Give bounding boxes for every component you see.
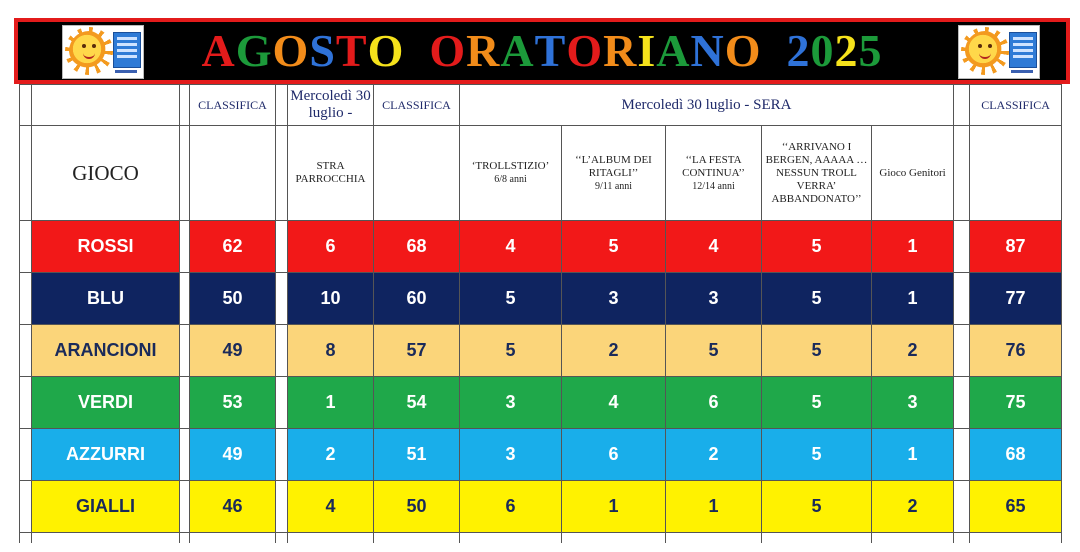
- score-cell: 1: [666, 481, 762, 533]
- score-cell-total: 76: [970, 325, 1062, 377]
- score-cell: 2: [872, 325, 954, 377]
- title-letter: 2: [834, 25, 859, 76]
- score-cell: 1: [872, 221, 954, 273]
- header-game-festa: ‘‘LA FESTA CONTINUA’’ 12/14 anni: [666, 126, 762, 221]
- title-letter: 2: [786, 25, 811, 76]
- score-cell: 60: [374, 273, 460, 325]
- score-cell: 46: [190, 481, 276, 533]
- team-name: AZZURRI: [32, 429, 180, 481]
- team-name: BLU: [32, 273, 180, 325]
- team-row-azzurri: [20, 429, 1062, 481]
- header-game-genitori: Gioco Genitori: [872, 126, 954, 221]
- title-letter: O: [272, 25, 310, 76]
- score-cell: 3: [562, 273, 666, 325]
- header-game-album: ‘‘L’ALBUM DEI RITAGLI’’ 9/11 anni: [562, 126, 666, 221]
- score-cell: 3: [460, 377, 562, 429]
- score-cell: 2: [562, 325, 666, 377]
- score-cell: 4: [288, 481, 374, 533]
- title-banner: [14, 18, 1070, 84]
- score-cell: 68: [374, 221, 460, 273]
- score-cell: 2: [288, 429, 374, 481]
- score-cell: 10: [288, 273, 374, 325]
- title-letter: I: [637, 25, 657, 76]
- score-cell: 1: [872, 273, 954, 325]
- score-cell: 2: [872, 481, 954, 533]
- score-cell: 5: [762, 325, 872, 377]
- title-letter: [404, 22, 429, 80]
- score-cell: 1: [872, 429, 954, 481]
- team-name: GIALLI: [32, 481, 180, 533]
- score-cell: 3: [872, 377, 954, 429]
- title-letter: S: [309, 25, 336, 76]
- score-cell: 5: [762, 221, 872, 273]
- score-cell: 5: [562, 221, 666, 273]
- title-letter: A: [656, 25, 691, 76]
- score-cell: 1: [562, 481, 666, 533]
- poster-icon: [1009, 32, 1037, 68]
- score-cell: 57: [374, 325, 460, 377]
- score-cell: 54: [374, 377, 460, 429]
- score-cell: 50: [374, 481, 460, 533]
- score-table: [19, 84, 1062, 543]
- team-name: ROSSI: [32, 221, 180, 273]
- score-cell: 53: [190, 377, 276, 429]
- score-cell: 3: [460, 429, 562, 481]
- header-evening: Mercoledì 30 luglio - SERA: [460, 85, 954, 126]
- header-classifica: CLASSIFICA: [374, 85, 460, 126]
- score-cell: 49: [190, 429, 276, 481]
- title-letter: O: [724, 25, 762, 76]
- scoreboard: [19, 84, 1061, 543]
- header-classifica: CLASSIFICA: [970, 85, 1062, 126]
- header-row-games: [20, 126, 1062, 221]
- score-cell: 50: [190, 273, 276, 325]
- header-day: Mercoledì 30 luglio -: [288, 85, 374, 126]
- score-cell: 5: [460, 325, 562, 377]
- title-letter: N: [690, 25, 725, 76]
- team-row-gialli: [20, 481, 1062, 533]
- title-letter: 0: [810, 25, 835, 76]
- score-cell: 3: [666, 273, 762, 325]
- score-cell: 5: [762, 429, 872, 481]
- score-cell: 5: [762, 273, 872, 325]
- header-row-top: [20, 85, 1062, 126]
- title-letter: R: [603, 25, 638, 76]
- logo-right: [958, 25, 1040, 79]
- title-letter: A: [201, 25, 236, 76]
- score-cell: 5: [666, 325, 762, 377]
- header-game-stra: STRA PARROCCHIA: [288, 126, 374, 221]
- page-title: [128, 22, 956, 80]
- score-cell: 6: [460, 481, 562, 533]
- score-cell: 5: [762, 377, 872, 429]
- score-cell: 62: [190, 221, 276, 273]
- score-cell: 2: [666, 429, 762, 481]
- team-row-blu: [20, 273, 1062, 325]
- title-letter: O: [429, 25, 467, 76]
- score-cell: 6: [288, 221, 374, 273]
- score-cell: 49: [190, 325, 276, 377]
- header-game-arrivano: ‘‘ARRIVANO I BERGEN, AAAAA … NESSUN TROLL VERRA’ ABBANDONATO’’: [762, 126, 872, 221]
- score-cell: 1: [288, 377, 374, 429]
- title-letter: T: [534, 25, 567, 76]
- team-row-arancioni: [20, 325, 1062, 377]
- score-cell: 6: [666, 377, 762, 429]
- score-cell-total: 68: [970, 429, 1062, 481]
- header-game-troll: ‘TROLLSTIZIO’ 6/8 anni: [460, 126, 562, 221]
- header-classifica: CLASSIFICA: [190, 85, 276, 126]
- score-cell: 4: [460, 221, 562, 273]
- team-name: ARANCIONI: [32, 325, 180, 377]
- team-row-verdi: [20, 377, 1062, 429]
- score-cell: 4: [562, 377, 666, 429]
- score-cell: 6: [562, 429, 666, 481]
- score-cell: 51: [374, 429, 460, 481]
- title-letter: G: [235, 25, 273, 76]
- score-cell: 4: [666, 221, 762, 273]
- score-cell: 8: [288, 325, 374, 377]
- score-cell: 5: [762, 481, 872, 533]
- score-cell-total: 65: [970, 481, 1062, 533]
- title-letter: 5: [858, 25, 883, 76]
- header-gioco: GIOCO: [32, 126, 180, 221]
- title-letter: A: [500, 25, 535, 76]
- team-row-rossi: [20, 221, 1062, 273]
- score-cell: 5: [460, 273, 562, 325]
- team-name: VERDI: [32, 377, 180, 429]
- score-cell-total: 75: [970, 377, 1062, 429]
- score-cell-total: 87: [970, 221, 1062, 273]
- title-letter: O: [367, 25, 405, 76]
- score-cell-total: 77: [970, 273, 1062, 325]
- title-letter: R: [466, 25, 501, 76]
- title-letter: O: [566, 25, 604, 76]
- title-letter: [761, 22, 786, 80]
- title-letter: T: [335, 25, 368, 76]
